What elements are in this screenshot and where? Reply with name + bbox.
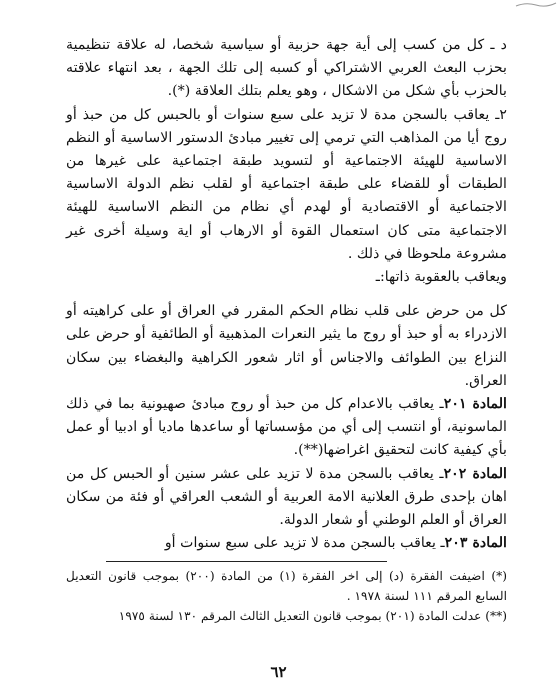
page-number: ٦٢: [270, 663, 287, 681]
paragraph: [66, 34, 507, 104]
footnote-separator: [106, 561, 387, 562]
scan-smudge: [512, 0, 557, 10]
article-label: المادة ٢٠١: [443, 396, 507, 413]
article-paragraph: [66, 393, 507, 463]
paragraph: [66, 104, 507, 266]
footnotes: [66, 566, 507, 626]
article-label: المادة ٢٠٢: [443, 465, 507, 482]
paragraph-text: ـ يعاقب بالاعدام كل من حبذ أو روج مبادئ صهيونية بما في ذلك الماسونية، أو انتسب إلى أي من مؤسساتها أو ساعدها ماديا أو ادبيا أو عمل بأي كيفية كانت لتحقيق اغراضها(**).: [66, 396, 507, 459]
paragraph-gap: [66, 289, 507, 300]
paragraph-text: ٢ـ يعاقب بالسجن مدة لا تزيد على سبع سنوات أو بالحبس كل من حبذ أو روج أيا من المذاهب التي ترمي إلى تغيير مبادئ الدستور الاساسية أو النظم الاساسية للهيئة الاجتماعية أو لتسويد طبقة اجتماعية على غيرها من الطبقات أو للقضاء على طبقة اجتماعية أو لقلب نظم الدولة الاساسية الاجتماعية أو الاقتصادية أو لهدم أي نظام من النظم الاساسية للهيئة الاجتماعية متى كان استعمال القوة أو الارهاب أو اية وسيلة أخرى غير مشروعة ملحوظا في ذلك .: [66, 106, 507, 262]
paragraph-text: ويعاقب بالعقوبة ذاتها:ـ: [375, 269, 507, 286]
paragraph-text: كل من حرض على قلب نظام الحكم المقرر في العراق أو على كراهيته أو الازدراء به أو حبذ أو روج ما يثير النعرات المذهبية أو الطائفية أو حرض على النزاع بين الطوائف والاجناس أو اثار شعور الكراهية والبغضاء بين سكان العراق.: [66, 303, 507, 389]
article-paragraph: [66, 463, 507, 533]
paragraph-text: ـ يعاقب بالسجن مدة لا تزيد على عشر سنين أو الحبس كل من اهان بإحدى طرق العلانية الامة العربية أو الشعب العراقي أو فئة من سكان العراق أو العلم الوطني أو شعار الدولة.: [66, 465, 507, 529]
paragraph: [66, 266, 507, 289]
paragraph-text: د ـ كل من كسب إلى أية جهة حزبية أو سياسية شخصا، له علاقة تنظيمية بحزب البعث العربي الاشتراكي أو كسبه إلى تلك الجهة ، بعد انتهاء علاقته بالحزب بأي شكل من الاشكال ، وهو يعلم بتلك العلاقة (*).: [66, 37, 507, 100]
article-paragraph: [66, 532, 507, 555]
paragraph: [66, 300, 507, 393]
footnote: (**) عدلت المادة (٢٠١) بموجب قانون التعديل الثالث المرقم ١٣٠ لسنة ١٩٧٥: [118, 609, 507, 624]
paragraph-text: ـ يعاقب بالسجن مدة لا تزيد على سبع سنوات أو: [164, 535, 445, 552]
main-text: [66, 34, 507, 555]
footnote: (*) اضيفت الفقرة (د) إلى اخر الفقرة (١) من المادة (٢٠٠) بموجب قانون التعديل السابع المرقم ١١١ لسنة ١٩٧٨ .: [66, 569, 507, 604]
article-label: المادة ٢٠٣: [444, 535, 507, 552]
